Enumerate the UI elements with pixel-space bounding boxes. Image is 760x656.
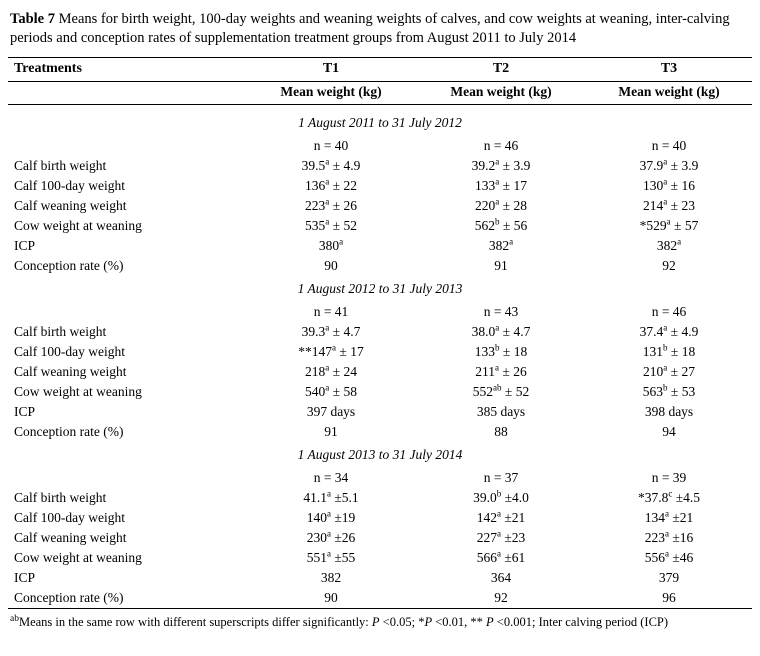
footnote-part3: <0.01, **: [432, 614, 487, 629]
table-subheader-row: [8, 81, 752, 104]
row-label: Calf birth weight: [14, 157, 107, 173]
cell-value-t3: $*529^a \pm 57$: [639, 216, 699, 233]
cell-value-t3: $131^b \pm 18$: [642, 342, 696, 359]
section-n-row: [8, 135, 752, 156]
subheader-t3: Mean weight (kg): [586, 81, 752, 104]
cell-value-t1: 39.3$^a$ ± 4.7: [301, 322, 361, 339]
section-period-label: 1 August 2011 to 31 July 2012: [298, 114, 462, 130]
table-row: [8, 236, 752, 256]
n-value-t3: n = 46: [651, 303, 687, 319]
n-value-t3: n = 39: [651, 469, 687, 485]
header-t2: T2: [416, 57, 586, 81]
cell-value-t3: 94: [662, 423, 676, 439]
row-label: Calf birth weight: [14, 323, 107, 339]
cell-value-t1: 41.1$^a$ ±5.1: [303, 488, 359, 505]
section-period-label: 1 August 2012 to 31 July 2013: [297, 280, 463, 296]
cell-value-t1: $140^a \pm 19$: [306, 508, 356, 525]
cell-value-t1: $218^a \pm 24$: [305, 362, 357, 379]
table-row: [8, 488, 752, 508]
n-value-t1: n = 41: [313, 303, 349, 319]
table-caption-text: Means for birth weight, 100-day weights and weaning weights of calves, and cow weights at weaning, inter-calving periods and conception rates of supplementation treatment groups from August 2011 to July 2014: [10, 11, 730, 47]
table-caption-label: Table 7: [10, 11, 55, 27]
table-row: [8, 568, 752, 588]
section-period-row: [8, 276, 752, 301]
table-row: [8, 342, 752, 362]
cell-value-t1: $230^a \pm 26$: [306, 528, 356, 545]
row-label: Calf 100-day weight: [14, 343, 125, 359]
cell-value-t2: 92: [416, 588, 586, 609]
footnote-part4: <0.001; Inter calving period (ICP): [493, 614, 669, 629]
footnote-superscript: ab: [10, 613, 19, 624]
table-row: [8, 548, 752, 568]
cell-value-t3: 96: [586, 588, 752, 609]
cell-value-t3: $134^a \pm 21$: [644, 508, 694, 525]
section-period-row: [8, 442, 752, 467]
table-row: [8, 256, 752, 276]
row-label: Cow weight at weaning: [14, 383, 142, 399]
cell-value-t2: $562^b \pm 56$: [474, 216, 528, 233]
row-label: Cow weight at weaning: [14, 217, 142, 233]
cell-value-t1: 91: [324, 423, 338, 439]
cell-value-t3: $214^a \pm 23$: [643, 196, 695, 213]
cell-value-t3: 382$^a$: [656, 236, 682, 253]
cell-value-t1: $535^a \pm 52$: [305, 216, 357, 233]
cell-value-t1: $540^a \pm 58$: [305, 382, 357, 399]
table-row: [8, 176, 752, 196]
section-period-label: 1 August 2013 to 31 July 2014: [297, 446, 463, 462]
cell-value-t2: 364: [490, 569, 512, 585]
row-label: Cow weight at weaning: [14, 549, 142, 565]
cell-value-t1: $551^a \pm 55$: [306, 548, 356, 565]
row-label: Calf birth weight: [14, 489, 107, 505]
cell-value-t1: 39.5$^a$ ± 4.9: [301, 156, 361, 173]
row-label: Calf 100-day weight: [14, 177, 125, 193]
cell-value-t2: $227^a \pm 23$: [476, 528, 526, 545]
section-period-row: [8, 110, 752, 135]
cell-value-t3: 37.9$^a$ ± 3.9: [639, 156, 699, 173]
cell-value-t3: $210^a \pm 27$: [643, 362, 695, 379]
cell-value-t3: 37.4$^a$ ± 4.9: [639, 322, 699, 339]
cell-value-t1: 90: [324, 257, 338, 273]
table-caption: [10, 10, 750, 49]
cell-value-t1: 380$^a$: [318, 236, 344, 253]
table-header-row: [8, 57, 752, 81]
row-label: Calf weaning weight: [14, 197, 127, 213]
table-row: [8, 362, 752, 382]
n-label-blank: [8, 301, 246, 322]
footnote-italic3: P: [486, 614, 494, 629]
cell-value-t2: 382$^a$: [488, 236, 514, 253]
footnote-italic1: P: [371, 614, 380, 629]
cell-value-t3: $130^a \pm 16$: [643, 176, 695, 193]
table-row: [8, 422, 752, 442]
header-treatments: Treatments: [8, 57, 246, 81]
n-value-t2: n = 37: [483, 469, 519, 485]
row-label: Conception rate (%): [8, 588, 246, 609]
table-row: [8, 382, 752, 402]
cell-value-t2: 88: [494, 423, 508, 439]
cell-value-t2: $133^a \pm 17$: [475, 176, 527, 193]
header-t3: T3: [586, 57, 752, 81]
n-value-t3: n = 40: [651, 137, 687, 153]
table-row: [8, 322, 752, 342]
cell-value-t3: $223^a \pm 16$: [644, 528, 694, 545]
table-row: [8, 588, 752, 609]
row-label: Conception rate (%): [14, 257, 124, 273]
cell-value-t3: $563^b \pm 53$: [642, 382, 696, 399]
cell-value-t3: 398 days: [644, 403, 694, 419]
n-value-t1: n = 34: [313, 469, 349, 485]
section-n-row: [8, 467, 752, 488]
footnote-part2: <0.05; *: [379, 614, 425, 629]
cell-value-t2: 91: [494, 257, 508, 273]
cell-value-t2: $566^a \pm 61$: [476, 548, 526, 565]
row-label: ICP: [14, 569, 36, 585]
cell-value-t1: 90: [246, 588, 416, 609]
cell-value-t2: 38.0$^a$ ± 4.7: [471, 322, 531, 339]
table-row: [8, 196, 752, 216]
subheader-t1: Mean weight (kg): [246, 81, 416, 104]
row-label: ICP: [14, 237, 36, 253]
table-row: [8, 402, 752, 422]
table-body: [8, 57, 752, 608]
cell-value-t3: 379: [658, 569, 680, 585]
cell-value-t1: $136^a \pm 22$: [305, 176, 357, 193]
cell-value-t1: $**147^a \pm 17$: [298, 342, 364, 359]
n-label-blank: [8, 467, 246, 488]
row-label: Calf weaning weight: [14, 363, 127, 379]
table-row: [8, 508, 752, 528]
cell-value-t3: *37.8$^c$ ±4.5: [637, 488, 701, 505]
cell-value-t2: $220^a \pm 28$: [475, 196, 527, 213]
cell-value-t2: 385 days: [476, 403, 526, 419]
row-label: ICP: [14, 403, 36, 419]
section-n-row: [8, 301, 752, 322]
cell-value-t2: 39.2$^a$ ± 3.9: [471, 156, 531, 173]
cell-value-t3: 92: [662, 257, 676, 273]
table-row: [8, 216, 752, 236]
cell-value-t2: $211^a \pm 26$: [475, 362, 527, 379]
row-label: Conception rate (%): [14, 423, 124, 439]
cell-value-t1: 382: [320, 569, 342, 585]
n-label-blank: [8, 135, 246, 156]
cell-value-t1: 397 days: [306, 403, 356, 419]
cell-value-t1: $223^a \pm 26$: [305, 196, 357, 213]
results-table: [8, 57, 752, 609]
cell-value-t2: $142^a \pm 21$: [476, 508, 526, 525]
n-value-t1: n = 40: [313, 137, 349, 153]
n-value-t2: n = 43: [483, 303, 519, 319]
subheader-t2: Mean weight (kg): [416, 81, 586, 104]
cell-value-t3: $556^a \pm 46$: [644, 548, 694, 565]
footnote-italic2: P: [424, 614, 433, 629]
table-row: [8, 528, 752, 548]
n-value-t2: n = 46: [483, 137, 519, 153]
cell-value-t2: $552^{ab} \pm 52$: [472, 382, 530, 399]
row-label: Calf weaning weight: [14, 529, 127, 545]
cell-value-t2: $133^b \pm 18$: [474, 342, 528, 359]
table-footnote: [8, 614, 752, 631]
row-label: Calf 100-day weight: [14, 509, 125, 525]
header-t1: T1: [246, 57, 416, 81]
table-row: [8, 156, 752, 176]
cell-value-t2: 39.0$^b$ ±4.0: [473, 488, 529, 505]
footnote-part1: Means in the same row with different superscripts differ significantly:: [18, 614, 372, 629]
subheader-blank: [8, 81, 246, 104]
